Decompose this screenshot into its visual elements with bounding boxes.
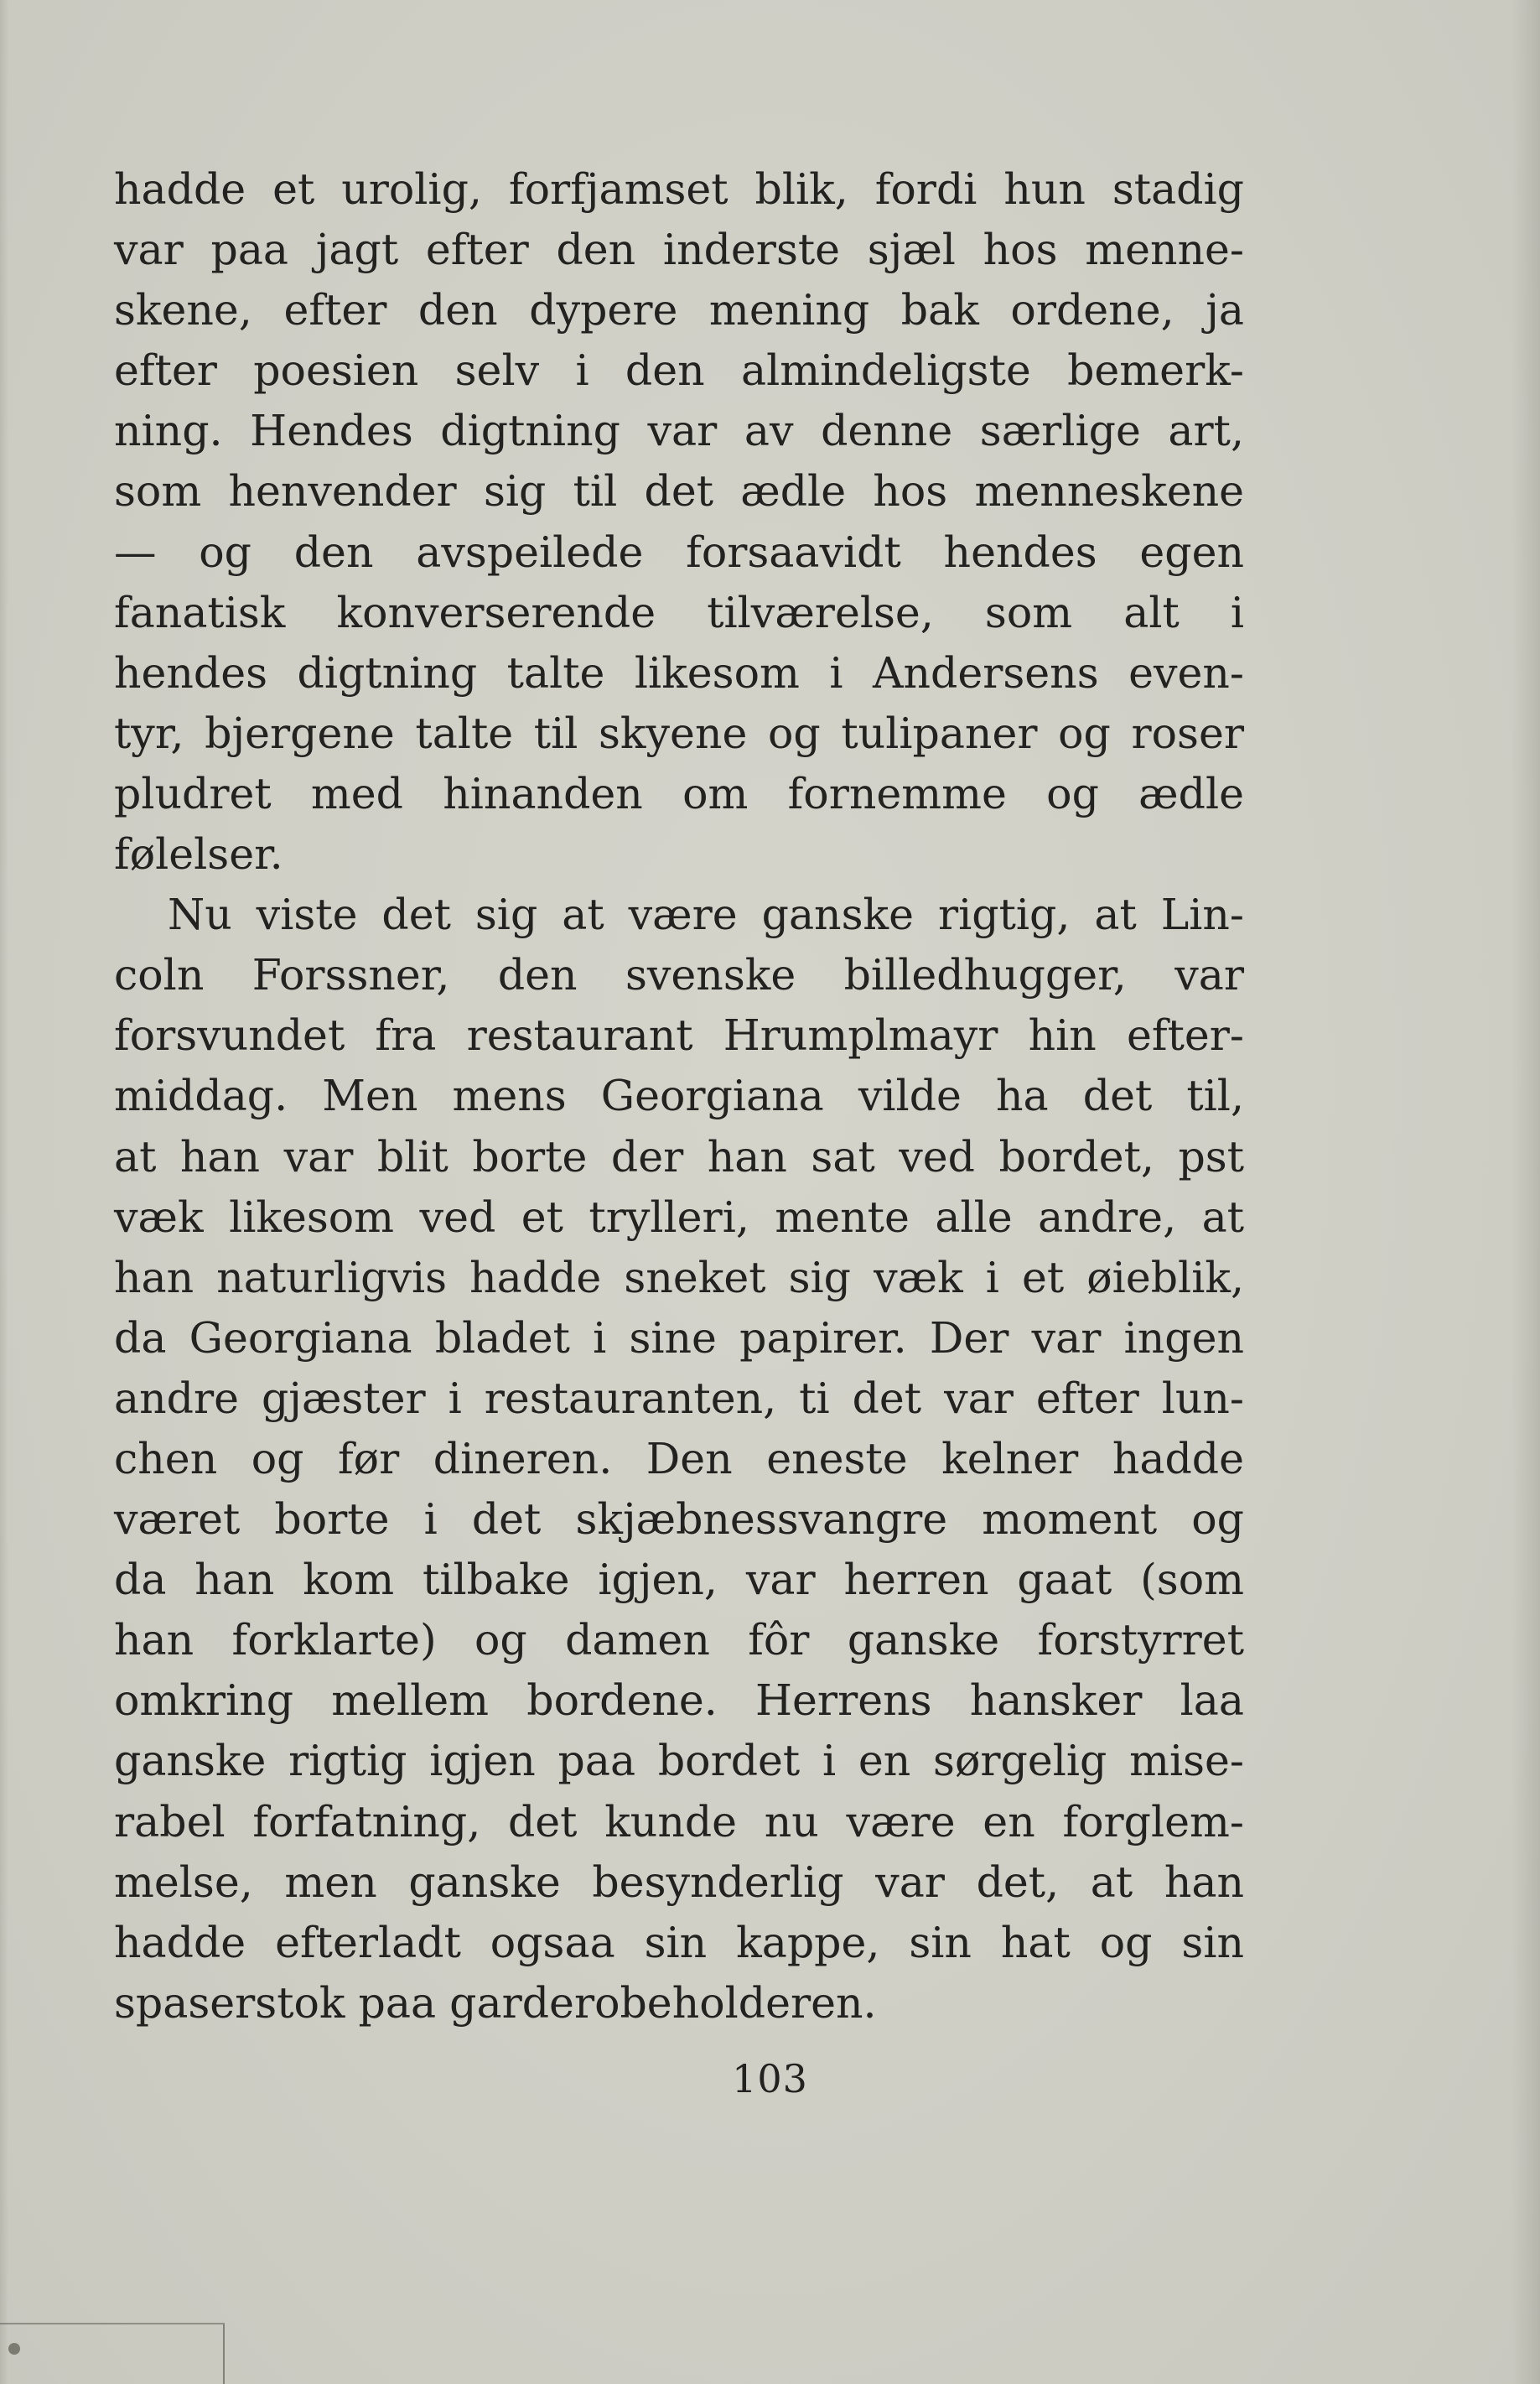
text-line: ning. Hendes digtning var av denne særlige art, <box>114 406 1244 456</box>
text-line: andre gjæster i restauranten, ti det var efter lun- <box>114 1373 1244 1423</box>
text-line: coln Forssner, den svenske billedhugger, var <box>114 950 1244 1000</box>
text-line: hadde et urolig, forfjamset blik, fordi hun stadig <box>114 164 1244 214</box>
text-line: at han var blit borte der han sat ved bordet, pst <box>114 1131 1244 1182</box>
text-line: hadde efterladt ogsaa sin kappe, sin hat og sin <box>114 1917 1244 1967</box>
text-line: omkring mellem bordene. Herrens hansker laa <box>114 1675 1244 1726</box>
text-line: chen og før dineren. Den eneste kelner hadde <box>114 1433 1244 1483</box>
text-line: som henvender sig til det ædle hos menneskene <box>114 466 1244 517</box>
scan-tick <box>223 2324 225 2384</box>
text-line: var paa jagt efter den inderste sjæl hos menne- <box>114 225 1244 275</box>
text-line: væk likesom ved et trylleri, mente alle andre, at <box>114 1192 1244 1242</box>
text-line: melse, men ganske besynderlig var det, at han <box>114 1857 1244 1907</box>
text-line: han forklarte) og damen fôr ganske forstyrret <box>114 1615 1244 1665</box>
text-line: hendes digtning talte likesom i Andersens even- <box>114 647 1244 698</box>
body-text <box>114 159 1244 2033</box>
scan-edge-mark <box>0 2323 225 2384</box>
text-line: Nu viste det sig at være ganske rigtig, at Lin- <box>168 890 1244 940</box>
page-right-shadow <box>1511 0 1540 2384</box>
text-line: rabel forfatning, det kunde nu være en forglem- <box>114 1796 1244 1846</box>
text-line: han naturligvis hadde sneket sig væk i et øieblik, <box>114 1252 1244 1302</box>
text-line: middag. Men mens Georgiana vilde ha det til, <box>114 1071 1244 1121</box>
text-line: da han kom tilbake igjen, var herren gaat (som <box>114 1555 1244 1605</box>
text-line: forsvundet fra restaurant Hrumplmayr hin efter- <box>114 1010 1244 1061</box>
text-line: været borte i det skjæbnessvangre moment og <box>114 1494 1244 1545</box>
text-line: spaserstok paa garderobeholderen. <box>114 1977 877 2028</box>
text-line: pludret med hinanden om fornemme og ædle <box>114 768 1244 818</box>
text-line: tyr, bjergene talte til skyene og tulipaner og roser <box>114 708 1244 758</box>
paragraph-1 <box>114 159 1244 885</box>
text-line: følelser. <box>114 829 283 880</box>
text-line: — og den avspeilede forsaavidt hendes egen <box>114 527 1244 577</box>
text-line: fanatisk konverserende tilværelse, som alt i <box>114 587 1244 637</box>
text-line: ganske rigtig igjen paa bordet i en sørgelig mise- <box>114 1736 1244 1786</box>
paragraph-2 <box>114 885 1244 2033</box>
ink-speck <box>8 2343 20 2355</box>
text-line: skene, efter den dypere mening bak ordene, ja <box>114 285 1244 335</box>
text-line: da Georgiana bladet i sine papirer. Der var ingen <box>114 1312 1244 1363</box>
page-left-shadow <box>0 0 8 2384</box>
text-line: efter poesien selv i den almindeligste bemerk- <box>114 345 1244 396</box>
page-number: 103 <box>732 2056 808 2101</box>
